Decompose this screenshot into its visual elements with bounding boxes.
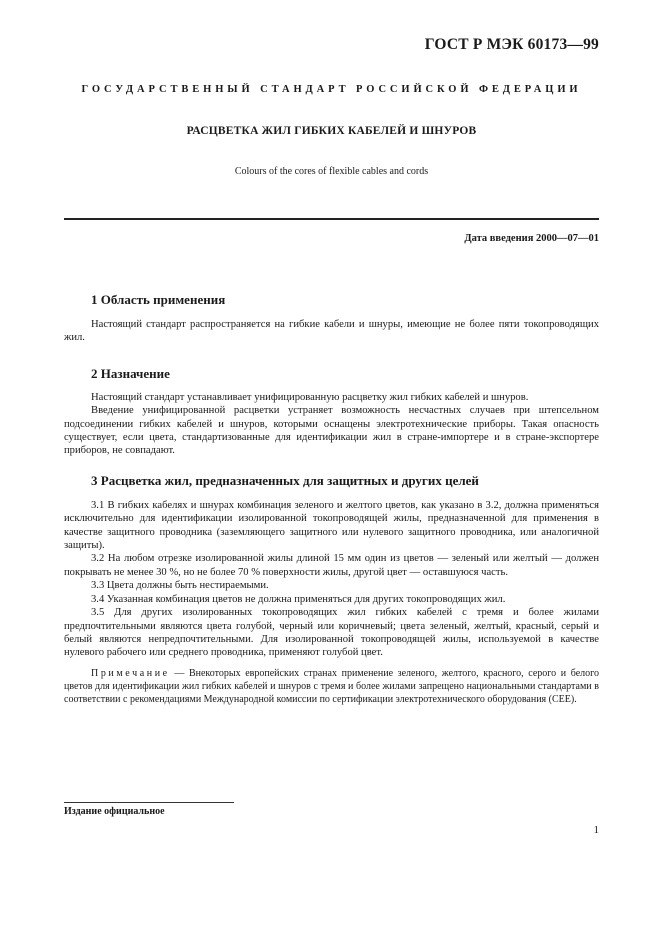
state-standard-heading: ГОСУДАРСТВЕННЫЙ СТАНДАРТ РОССИЙСКОЙ ФЕДЕРАЦИИ	[81, 84, 582, 95]
official-edition-label: Издание официальное	[64, 806, 165, 817]
section-heading-core-colours: 3 Расцветка жил, предназначенных для защитных и других целей	[91, 472, 479, 488]
paragraph: 3.1 В гибких кабелях и шнурах комбинация зеленого и желтого цветов, как указано в 3.2, должна применяться исключительно для идентификации изолированной токопроводящей жилы, предназначенной для применения в качестве защитного проводника (заземляющего защитного или нулевого защитного проводника, или аналогичной защиты).	[64, 499, 599, 552]
note	[64, 667, 599, 706]
introduction-date: Дата введения 2000—07—01	[464, 233, 599, 244]
paragraph: 3.2 На любом отрезке изолированной жилы длиной 15 мм один из цветов — зеленый или желтый — должен покрывать не менее 30 %, но не более 70 % поверхности жилы, другой цвет — оставшуюся часть.	[64, 553, 599, 578]
footer-rule	[64, 802, 234, 803]
note-label: Примечание	[91, 667, 170, 679]
paragraph: 3.3 Цвета должны быть нестираемыми.	[91, 580, 269, 592]
paragraph: Настоящий стандарт распространяется на гибкие кабели и шнуры, имеющие не более пяти токопроводящих жил.	[64, 319, 599, 344]
paragraph: Настоящий стандарт устанавливает унифицированную расцветку жил гибких кабелей и шнуров.	[91, 391, 529, 403]
paragraph: 3.4 Указанная комбинация цветов не должна применяться для других токопроводящих жил.	[91, 593, 506, 605]
paragraph: Введение унифицированной расцветки устраняет возможность несчастных случаев при штепсельном подсоединении гибких кабелей и шнуров, которыми оснащены электротехнические приборы. Такая опасность существует, если цвета, стандартизованные для идентификации жил в стране-импортере и в стране-экспортере приборов, не совпадают.	[64, 405, 599, 457]
section-heading-purpose: 2 Назначение	[91, 365, 170, 381]
section-heading-scope: 1 Область применения	[91, 292, 226, 307]
paragraph: 3.5 Для других изолированных токопроводящих жил гибких кабелей с тремя и более жилами предпочтительными являются цвета голубой, черный или коричневый; цвета зеленый, желтый, красный, серый и белый являются непредпочтительными. Для изолированной токопроводящей жилы, используемой в качестве нулевого рабочего или среднего проводника, применяют голубой цвет.	[64, 607, 599, 659]
document-title: РАСЦВЕТКА ЖИЛ ГИБКИХ КАБЕЛЕЙ И ШНУРОВ	[186, 125, 477, 137]
document-subtitle: Colours of the cores of flexible cables and cords	[234, 166, 429, 177]
header-rule	[64, 218, 599, 220]
document-code: ГОСТ Р МЭК 60173—99	[424, 36, 599, 53]
note-text: — Внекоторых европейских странах применение зеленого, желтого, красного, серого и белого цветов для идентификации жил гибких кабелей и шнуров с тремя и более жилами запрещено национальными стандартами в соответствии с рекомендациями Международной комиссии по сертификации электротехнического оборудования (СЕЕ).	[64, 667, 599, 705]
page-number: 1	[593, 824, 599, 836]
document-body	[64, 292, 599, 706]
